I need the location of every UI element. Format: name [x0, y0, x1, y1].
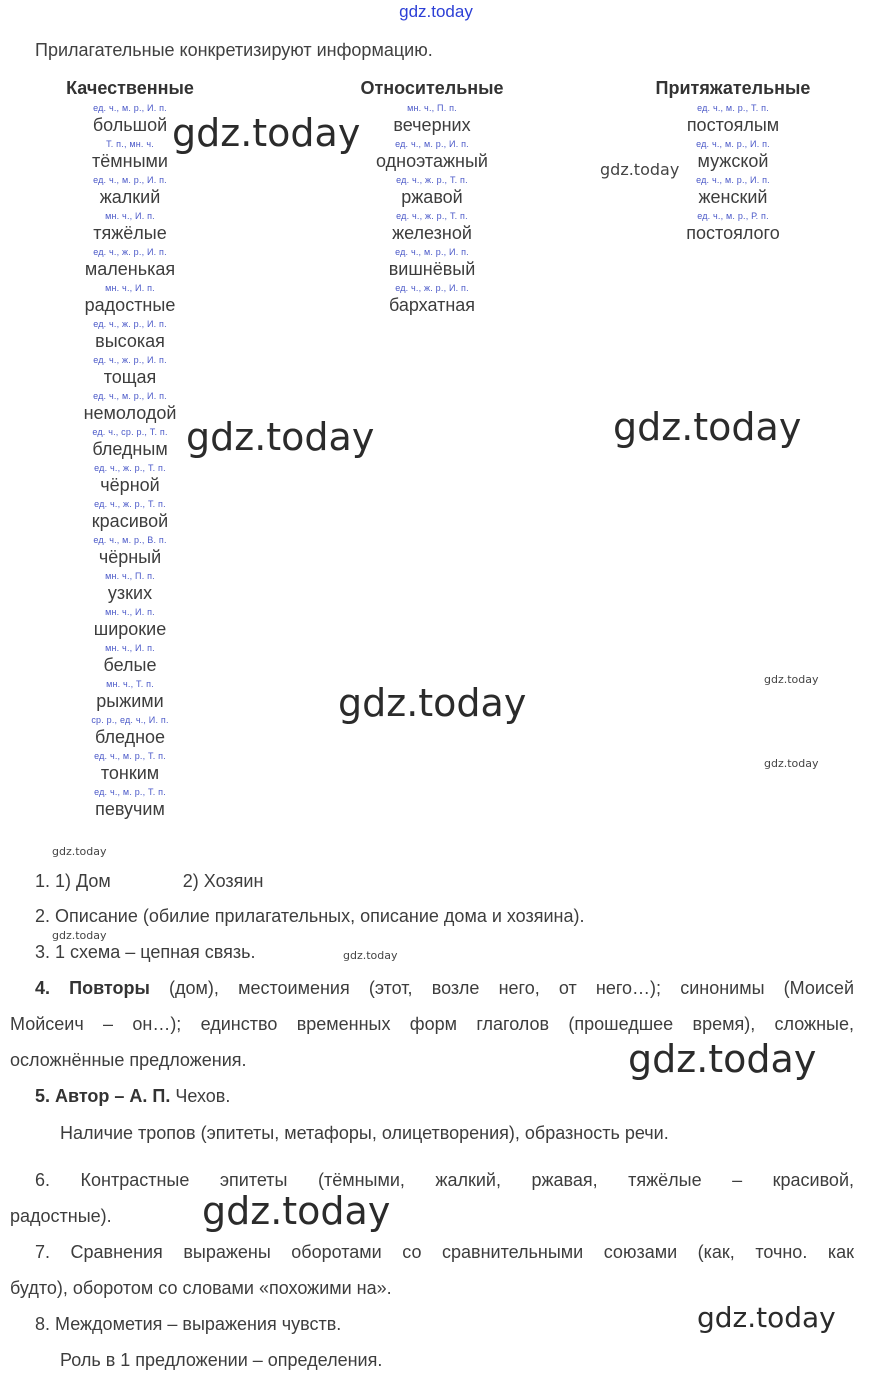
adjective-item	[638, 211, 828, 247]
adjective-item	[342, 175, 522, 211]
adjective-item	[50, 463, 210, 499]
adjective-item	[50, 607, 210, 643]
column-relative	[342, 76, 522, 319]
watermark: gdz.today	[613, 405, 802, 449]
answer-5-text: Чехов.	[170, 1086, 231, 1106]
adjective-word: певучим	[95, 799, 165, 819]
adjective-word: бледное	[94, 727, 166, 747]
answer-4-line-1	[10, 970, 854, 1006]
adjective-word: постоялым	[686, 115, 780, 135]
grammar-note: ед. ч., м. р., В. п.	[93, 535, 167, 545]
answer-4	[10, 970, 854, 1081]
grammar-note: ед. ч., м. р., И. п.	[93, 391, 167, 401]
adjective-word: рыжими	[96, 691, 164, 711]
adjective-word: высокая	[95, 331, 165, 351]
grammar-note: ед. ч., ж. р., И. п.	[93, 247, 167, 257]
watermark: gdz.today	[202, 1189, 391, 1233]
answer-4-text: (дом), местоимения (этот, возле него, от него…); синонимы (Моисей	[149, 978, 854, 998]
grammar-note: ед. ч., ср. р., Т. п.	[92, 427, 168, 437]
top-watermark: gdz.today	[399, 2, 473, 21]
answer-8: 8. Междометия – выражения чувств.	[35, 1314, 342, 1334]
adjective-word: тяжёлые	[93, 223, 167, 243]
grammar-note: ед. ч., м. р., И. п.	[696, 175, 770, 185]
adjective-word: одноэтажный	[376, 151, 488, 171]
watermark: gdz.today	[764, 757, 819, 770]
adjective-item	[342, 103, 522, 139]
grammar-note: ед. ч., м. р., Т. п.	[94, 787, 166, 797]
grammar-note: мн. ч., И. п.	[105, 643, 155, 653]
adjective-item	[342, 211, 522, 247]
answer-6	[10, 1162, 854, 1234]
answer-5	[10, 1078, 872, 1114]
grammar-note: ед. ч., ж. р., И. п.	[93, 319, 167, 329]
adjective-word: мужской	[697, 151, 769, 171]
answer-2: 2. Описание (обилие прилагательных, описание дома и хозяина).	[35, 906, 585, 926]
grammar-note: ед. ч., м. р., И. п.	[93, 175, 167, 185]
grammar-note: ед. ч., ж. р., Т. п.	[94, 463, 166, 473]
watermark: gdz.today	[600, 160, 680, 179]
grammar-note: мн. ч., И. п.	[105, 607, 155, 617]
watermark: gdz.today	[628, 1037, 817, 1081]
adjective-item	[50, 715, 210, 751]
watermark: gdz.today	[172, 111, 361, 155]
answer-3: 3. 1 схема – цепная связь.	[35, 942, 256, 962]
answer-4-line-3: осложнённые предложения.	[10, 1050, 247, 1070]
adjective-item	[342, 139, 522, 175]
adjective-word: красивой	[91, 511, 169, 531]
grammar-note: ед. ч., м. р., И. п.	[93, 103, 167, 113]
grammar-note: мн. ч., П. п.	[105, 571, 155, 581]
grammar-note: мн. ч., П. п.	[407, 103, 457, 113]
adjective-word: бархатная	[388, 295, 476, 315]
adjective-word: маленькая	[84, 259, 176, 279]
grammar-note: ед. ч., м. р., Т. п.	[697, 103, 769, 113]
column-title: Качественные	[66, 78, 194, 98]
adjective-item	[50, 535, 210, 571]
adjective-word: белые	[103, 655, 157, 675]
adjective-word: тёмными	[92, 151, 168, 171]
answer-7-line-1: 7. Сравнения выражены оборотами со сравнительными союзами (как, точно. как	[35, 1242, 854, 1262]
answer-5-sub: Наличие тропов (эпитеты, метафоры, олицетворения), образность речи.	[60, 1123, 669, 1143]
adjective-item	[50, 499, 210, 535]
grammar-note: ед. ч., ж. р., Т. п.	[396, 175, 468, 185]
grammar-note: ср. р., ед. ч., И. п.	[91, 715, 169, 725]
grammar-note: ед. ч., м. р., И. п.	[696, 139, 770, 149]
adjective-item	[50, 571, 210, 607]
adjective-item	[50, 283, 210, 319]
grammar-note: мн. ч., И. п.	[105, 283, 155, 293]
intro-text: Прилагательные конкретизируют информацию.	[35, 40, 433, 60]
column-title: Притяжательные	[655, 78, 811, 98]
answer-7	[10, 1234, 854, 1306]
answer-6-line-1: 6. Контрастные эпитеты (тёмными, жалкий, ржавая, тяжёлые – красивой,	[35, 1170, 854, 1190]
adjective-item	[50, 751, 210, 787]
adjective-item	[50, 211, 210, 247]
grammar-note: ед. ч., ж. р., И. п.	[395, 283, 469, 293]
adjective-item	[50, 679, 210, 715]
adjective-item	[50, 247, 210, 283]
adjective-word: вечерних	[393, 115, 471, 135]
answer-4-line-2: Мойсеич – он…); единство временных форм глаголов (прошедшее время), сложные,	[10, 1014, 854, 1034]
adjective-word: железной	[392, 223, 472, 243]
adjective-word: вишнёвый	[388, 259, 476, 279]
watermark: gdz.today	[52, 929, 107, 942]
grammar-note: ед. ч., м. р., Р. п.	[697, 211, 769, 221]
answer-1	[10, 863, 872, 899]
adjective-word: тонким	[100, 763, 160, 783]
adjective-word: бледным	[92, 439, 168, 459]
answer-7-line-2: будто), оборотом со словами «похожими на».	[10, 1278, 392, 1298]
grammar-note: мн. ч., Т. п.	[106, 679, 154, 689]
grammar-note: ед. ч., м. р., И. п.	[395, 247, 469, 257]
grammar-note: ед. ч., ж. р., И. п.	[93, 355, 167, 365]
adjective-item	[50, 355, 210, 391]
adjective-item	[638, 103, 828, 139]
adjective-word: чёрной	[100, 475, 160, 495]
grammar-note: ед. ч., м. р., Т. п.	[94, 751, 166, 761]
adjective-word: радостные	[84, 295, 176, 315]
watermark: gdz.today	[338, 681, 527, 725]
adjective-item	[342, 283, 522, 319]
watermark: gdz.today	[343, 949, 398, 962]
grammar-note: Т. п., мн. ч.	[106, 139, 154, 149]
adjective-word: ржавой	[401, 187, 463, 207]
answer-8-sub: Роль в 1 предложении – определения.	[60, 1350, 383, 1370]
adjective-item	[342, 247, 522, 283]
column-title: Относительные	[360, 78, 504, 98]
grammar-note: мн. ч., И. п.	[105, 211, 155, 221]
adjective-item	[638, 175, 828, 211]
adjective-word: тощая	[103, 367, 157, 387]
adjective-word: узких	[107, 583, 153, 603]
answer-6-line-2: радостные).	[10, 1206, 112, 1226]
grammar-note: ед. ч., ж. р., Т. п.	[94, 499, 166, 509]
watermark: gdz.today	[697, 1301, 836, 1334]
adjective-word: большой	[92, 115, 168, 135]
adjective-word: широкие	[93, 619, 167, 639]
watermark: gdz.today	[764, 673, 819, 686]
word-list	[342, 103, 522, 319]
answer-1-part-1: 1. 1) Дом	[35, 871, 111, 891]
adjective-word: немолодой	[83, 403, 177, 423]
watermark: gdz.today	[186, 415, 375, 459]
adjective-item	[50, 787, 210, 823]
adjective-item	[50, 643, 210, 679]
answer-4-bold: 4. Повторы	[35, 978, 150, 998]
grammar-note: ед. ч., ж. р., Т. п.	[396, 211, 468, 221]
adjective-word: женский	[698, 187, 768, 207]
answer-1-part-2: 2) Хозяин	[182, 871, 264, 891]
adjective-word: жалкий	[99, 187, 161, 207]
grammar-note: ед. ч., м. р., И. п.	[395, 139, 469, 149]
answer-5-bold: 5. Автор – А. П.	[35, 1086, 171, 1106]
adjective-word: чёрный	[98, 547, 162, 567]
adjective-item	[50, 175, 210, 211]
word-list	[50, 103, 210, 823]
adjective-item	[50, 319, 210, 355]
adjective-word: постоялого	[686, 223, 780, 243]
watermark: gdz.today	[52, 845, 107, 858]
